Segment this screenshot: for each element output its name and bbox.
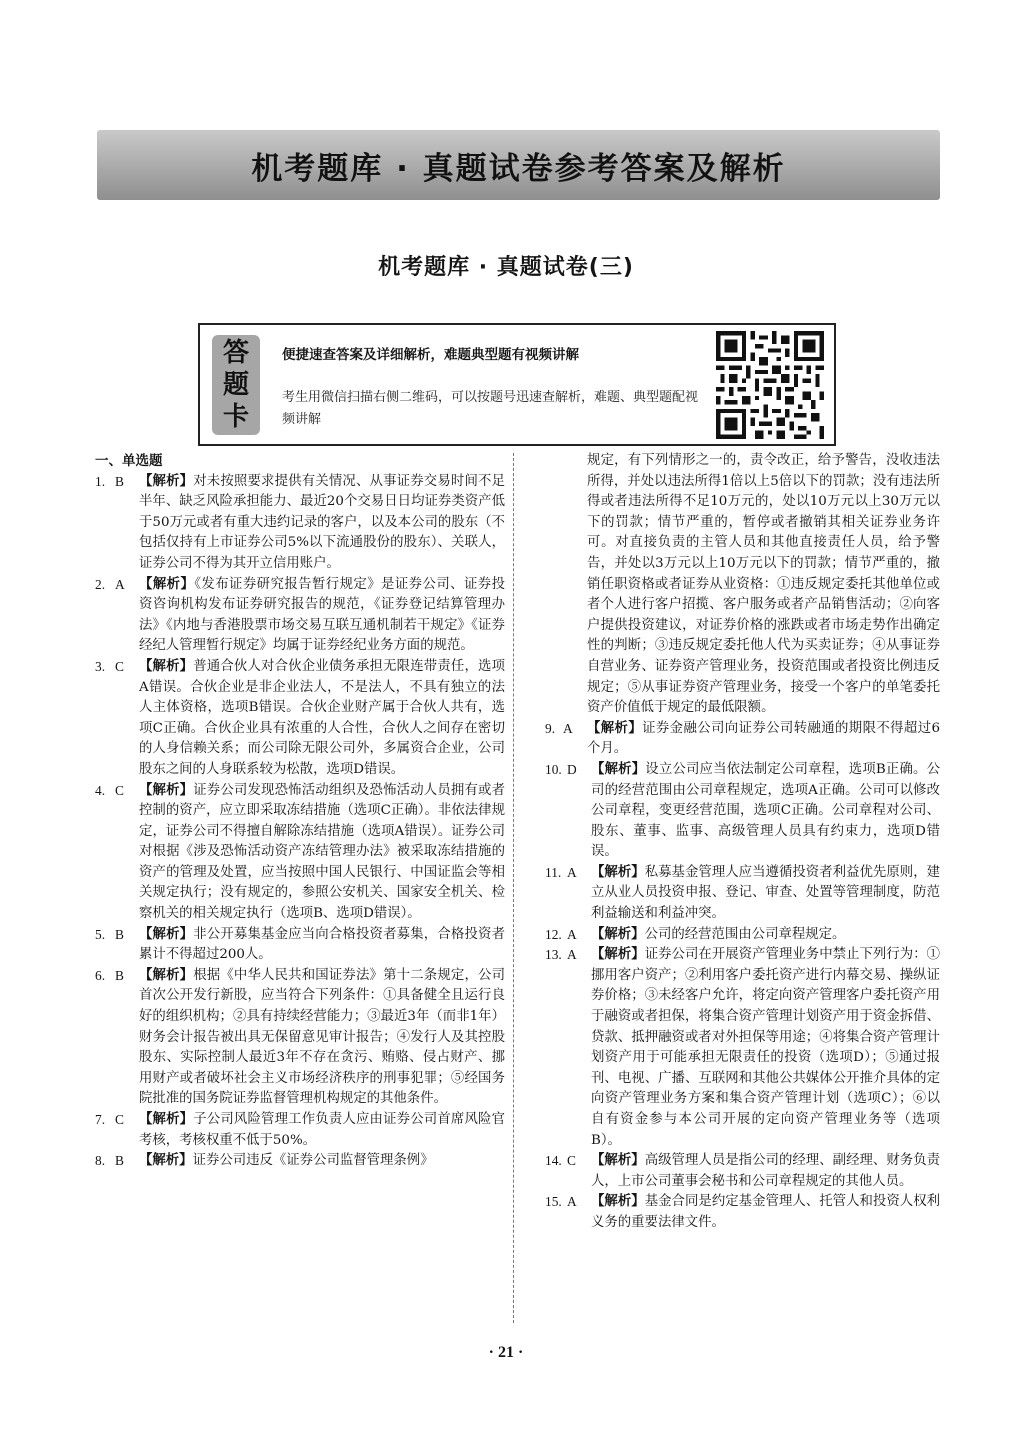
item-explanation: 基金合同是约定基金管理人、托管人和投资人权利义务的重要法律文件。 — [591, 1194, 941, 1230]
item-number: 5. — [95, 926, 106, 942]
item-number: 1. — [95, 473, 106, 489]
banner-title: 机考题库 · 真题试卷参考答案及解析 — [251, 150, 786, 187]
answer-item — [95, 925, 505, 966]
section-heading: 一、单选题 — [95, 453, 163, 469]
item-number: 4. — [95, 782, 106, 798]
answer-item — [95, 657, 505, 781]
item-explanation: 子公司风险管理工作负责人应由证券公司首席风险官考核，考核权重不低于50%。 — [139, 1112, 506, 1148]
analysis-tag: 【解析】 — [591, 947, 645, 963]
item-answer: C — [115, 658, 124, 674]
column-divider — [513, 453, 515, 1323]
item-answer: C — [567, 1153, 576, 1169]
item-explanation: 证券金融公司向证券公司转融通的期限不得超过6个月。 — [587, 720, 940, 757]
answer-item — [545, 945, 940, 1151]
analysis-tag: 【解析】 — [139, 967, 194, 983]
item-explanation: 普通合伙人对合伙企业债务承担无限连带责任，选项A错误。合伙企业是非企业法人，不是法人，不具有独立的法人主体资格，选项B错误。合伙企业财产属于合伙人共有，选项C正确。合伙企业具有浓重的人合性，合伙人之间存在密切的人身信赖关系；而公司除无限公司外，多属资合企业，公司股东之间的人身联系较为松散，选项D错误。 — [139, 658, 506, 777]
page-number: · 21 · — [488, 1344, 524, 1361]
answer-item — [545, 925, 940, 946]
item-number: 2. — [95, 576, 106, 592]
item-answer: C — [115, 1112, 124, 1127]
item-explanation: 非公开募集基金应当向合格投资者募集，合格投资者累计不得超过200人。 — [139, 926, 506, 963]
item-explanation: 根据《中华人民共和国证券法》第十二条规定，公司首次公开发行新股，应当符合下列条件：①具备健全且运行良好的组织机构；②具有持续经营能力；③最近3年（而非1年）财务会计报告被出具无保留意见审计报告；④发行人及其控股股东、实际控制人最近3年不存在贪污、贿赂、侵占财产、挪用财产或者破坏社会主义市场经济秩序的刑事犯罪；⑤经国务院批准的国务院证券监督管理机构规定的其他条件。 — [139, 967, 506, 1107]
item-answer: A — [567, 864, 577, 880]
item-8-continuation: 规定，有下列情形之一的，责令改正，给予警告，没收违法所得，并处以违法所得1倍以上5倍以下的罚款；没有违法所得或者违法所得不足10万元的，处以10万元以上30万元以下的罚款；情节严重的，暂停或者撤销其相关证券业务许可。对直接负责的主管人员和其他直接责任人员，给予警告，并处以3万元以上10万元以下的罚款；情节严重的，撤销任职资格或者证券从业资格：①违反规定委托其他单位或者个人进行客户招揽、客户服务或者产品销售活动；②向客户提供投资建议，对证券价格的涨跌或者市场走势作出确定性的判断；③违反规定委托他人代为买卖证券；④从事证券自营业务、证券资产管理业务，投资范围或者投资比例违反规定；⑤从事证券资产管理业务，接受一个客户的单笔委托资产价值低于规定的最低限额。 — [587, 453, 940, 716]
item-answer: A — [567, 926, 577, 942]
item-number: 9. — [545, 720, 556, 736]
item-explanation: 证券公司在开展资产管理业务中禁止下列行为：①挪用客户资产；②利用客户委托资产进行内幕交易、操纵证券价格；③未经客户允许，将定向资产管理客户委托资产用于融资或者担保，将集合资产管理计划资产用于资金拆借、贷款、抵押融资或者对外担保等用途；④将集合资产管理计划资产用于可能承担无限责任的投资（选项D）；⑤通过报刊、电视、广播、互联网和其他公共媒体公开推介具体的定向资产管理业务方案和集合资产管理计划（选项C）；⑥以自有资金参与本公司开展的定向资产管理业务等（选项B）。 — [591, 947, 941, 1148]
item-answer: B — [115, 1153, 124, 1169]
item-answer: A — [563, 720, 573, 736]
item-explanation: 证券公司违反《证券公司监督管理条例》 — [192, 1153, 434, 1169]
answer-item — [95, 472, 505, 575]
answer-card-badge — [212, 335, 260, 435]
item-number: 3. — [95, 658, 106, 674]
item-explanation: 对未按照要求提供有关情况、从事证券交易时间不足半年、缺乏风险承担能力、最近20个交易日日均证券类资产低于50万元或者有重大违约记录的客户，以及本公司的股东（不包括仅持有上市证券公司5%以下流通股份的股东）、关联人，证券公司不得为其开立信用账户。 — [139, 473, 506, 571]
item-number: 15. — [545, 1194, 562, 1210]
analysis-tag: 【解析】 — [587, 720, 643, 736]
badge-char: 题 — [222, 370, 249, 400]
analysis-tag: 【解析】 — [139, 1112, 194, 1127]
item-answer: A — [567, 947, 577, 963]
answer-item — [545, 1192, 940, 1233]
item-number: 10. — [545, 761, 562, 777]
answer-item — [95, 966, 505, 1110]
item-answer: B — [115, 473, 124, 489]
item-explanation: 证券公司发现恐怖活动组织及恐怖活动人员拥有或者控制的资产，应立即采取冻结措施（选项C正确）。非依法律规定，证券公司不得擅自解除冻结措施（选项A错误）。证券公司对根据《涉及恐怖活动资产冻结管理办法》被采取冻结措施的资产的管理及处置，应当按照中国人民银行、中国证监会等相关规定执行；没有规定的，参照公安机关、国家安全机关、检察机关的相关规定执行（选项B、选项D错误）。 — [139, 782, 506, 922]
analysis-tag: 【解析】 — [591, 1194, 645, 1210]
analysis-tag: 【解析】 — [591, 926, 645, 942]
item-explanation: 设立公司应当依法制定公司章程，选项B正确。公司的经营范围由公司章程规定，选项A正确。公司可以修改公司章程，变更经营范围，选项C正确。公司章程对公司、股东、董事、监事、高级管理人员具有约束力，选项D错误。 — [591, 761, 940, 860]
item-explanation: 私募基金管理人应当遵循投资者利益优先原则，建立从业人员投资申报、登记、审查、处置等管理制度，防范利益输送和利益冲突。 — [591, 864, 941, 922]
analysis-tag: 【解析】 — [139, 926, 194, 942]
analysis-tag: 【解析】 — [591, 761, 646, 777]
analysis-tag: 【解析】 — [139, 658, 194, 674]
item-explanation: 《发布证券研究报告暂行规定》是证券公司、证券投资咨询机构发布证券研究报告的规范，《证券登记结算管理办法》《内地与香港股票市场交易互联互通机制若干规定》《证券经纪人管理暂行规定》均属于证券经纪业务方面的规范。 — [139, 576, 505, 654]
item-answer: A — [567, 1194, 577, 1210]
item-answer: B — [115, 926, 124, 942]
answers-right-column — [545, 451, 940, 1234]
answer-item — [95, 575, 505, 657]
paper-subtitle: 机考题库 · 真题试卷(三) — [378, 255, 634, 280]
answer-item — [95, 1110, 505, 1151]
analysis-tag: 【解析】 — [139, 473, 194, 489]
answer-item — [545, 863, 940, 925]
analysis-tag: 【解析】 — [591, 864, 645, 880]
item-number: 13. — [545, 947, 562, 963]
item-explanation: 公司的经营范围由公司章程规定。 — [644, 926, 846, 942]
item-answer: C — [115, 782, 124, 798]
answer-item — [545, 719, 940, 760]
analysis-tag: 【解析】 — [139, 782, 194, 798]
item-number: 7. — [95, 1112, 106, 1127]
answer-card-box — [198, 323, 836, 446]
item-number: 11. — [545, 864, 562, 880]
answer-item — [545, 1151, 940, 1192]
item-number: 6. — [95, 967, 106, 983]
item-number: 14. — [545, 1153, 562, 1169]
answers-left-column — [95, 451, 505, 1172]
badge-char: 答 — [222, 338, 249, 368]
item-answer: B — [115, 967, 124, 983]
analysis-tag: 【解析】 — [591, 1153, 645, 1169]
answer-item — [545, 760, 940, 863]
badge-char: 卡 — [222, 402, 249, 432]
item-number: 8. — [95, 1153, 106, 1169]
qr-code-icon[interactable] — [716, 331, 824, 439]
answer-item — [95, 781, 505, 925]
title-banner — [97, 130, 940, 200]
analysis-tag: 【解析】 — [139, 576, 195, 592]
item-answer: D — [567, 761, 577, 777]
item-number: 12. — [545, 926, 562, 942]
answer-card-body: 考生用微信扫描右侧二维码，可以按题号迅速查解析，难题、典型题配视频讲解 — [282, 390, 699, 427]
item-explanation: 高级管理人员是指公司的经理、副经理、财务负责人，上市公司董事会秘书和公司章程规定的其他人员。 — [591, 1153, 941, 1189]
analysis-tag: 【解析】 — [139, 1153, 193, 1169]
item-answer: A — [115, 576, 125, 592]
answer-card-headline: 便捷速查答案及详细解析，难题典型题有视频讲解 — [282, 347, 579, 363]
answer-item — [95, 1151, 505, 1172]
